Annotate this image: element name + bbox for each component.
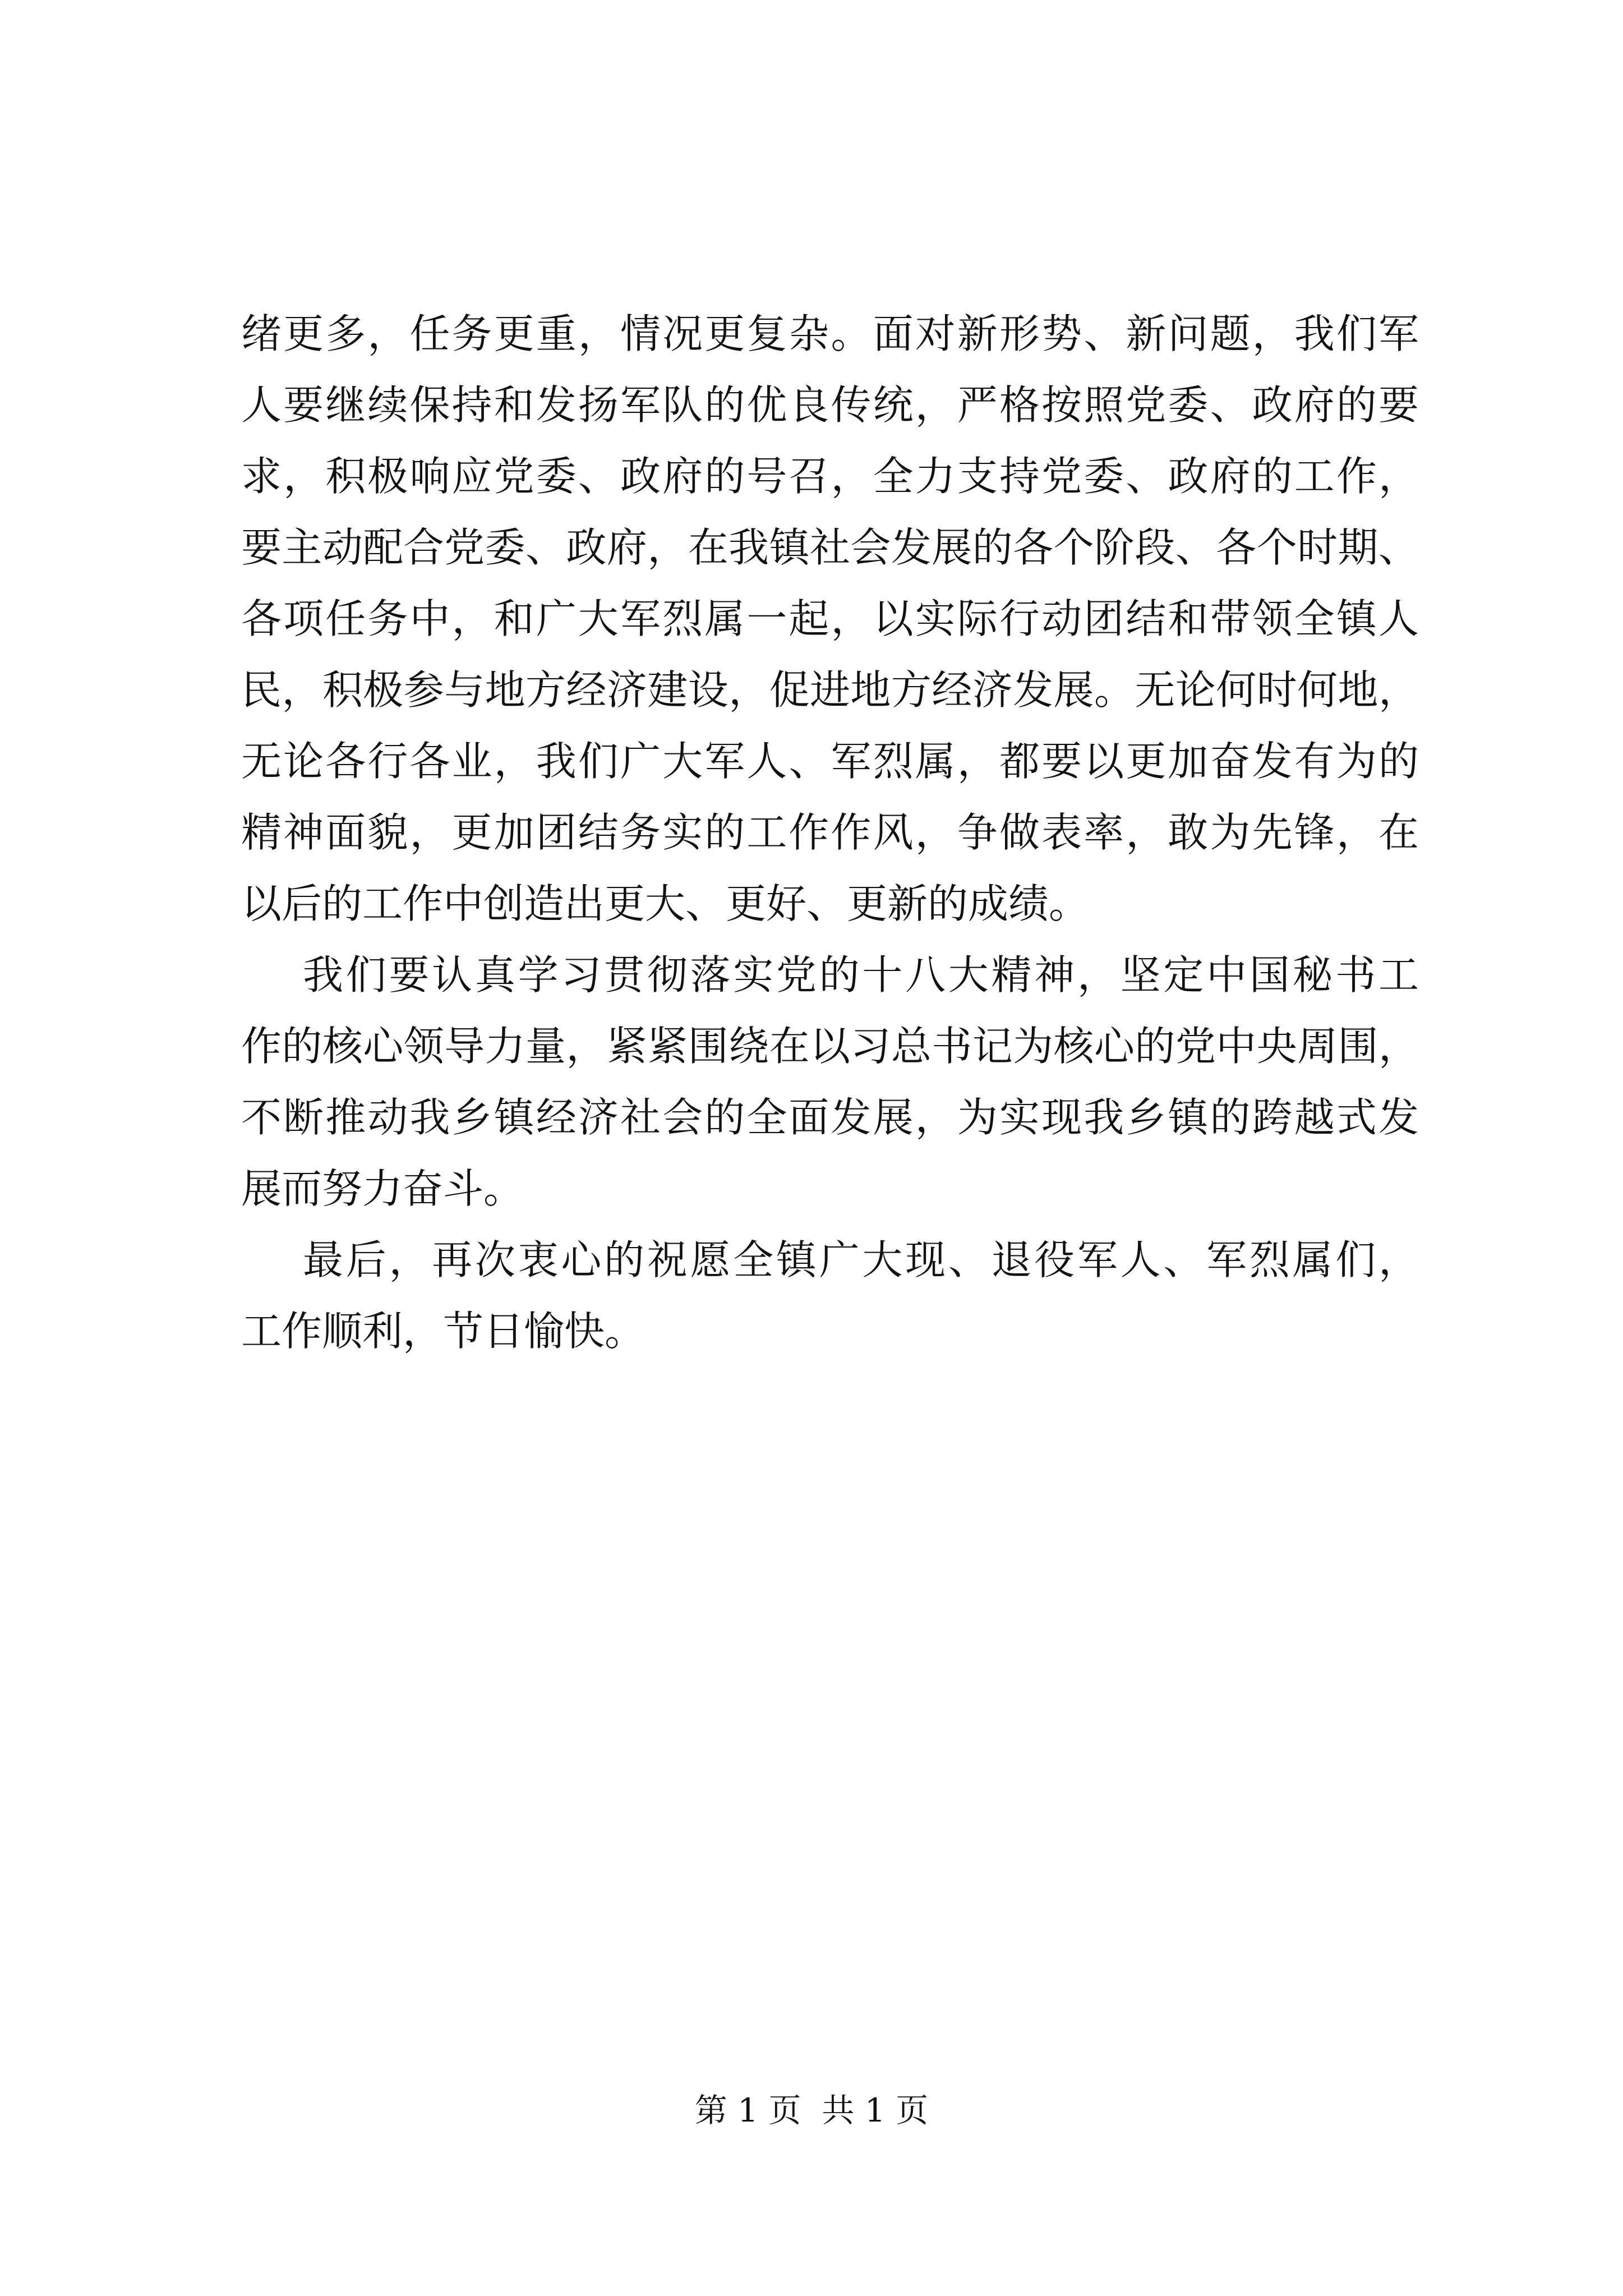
paragraph-3-line-2: 工作顺利，节日愉快。: [241, 1308, 645, 1355]
paragraph-1-line-6: 民，积极参与地方经济建设，促进地方经济发展。无论何时何地，: [241, 666, 1419, 714]
paragraph-1-line-8: 精神面貌，更加团结务实的工作作风，争做表率，敢为先锋，在: [241, 809, 1419, 856]
paragraph-2-line-4: 展而努力奋斗。: [241, 1165, 524, 1212]
paragraph-1-line-7: 无论各行各业，我们广大军人、军烈属，都要以更加奋发有为的: [241, 738, 1419, 785]
paragraph-2-line-3: 不断推动我乡镇经济社会的全面发展，为实现我乡镇的跨越式发: [241, 1094, 1419, 1141]
paragraph-1-line-5: 各项任务中，和广大军烈属一起，以实际行动团结和带领全镇人: [241, 595, 1419, 642]
paragraph-1-line-2: 人要继续保持和发扬军队的优良传统，严格按照党委、政府的要: [241, 381, 1419, 429]
paragraph-2-line-2: 作的核心领导力量，紧紧围绕在以习总书记为核心的党中央周围，: [241, 1023, 1419, 1070]
paragraph-1-line-1: 绪更多，任务更重，情况更复杂。面对新形势、新问题，我们军: [241, 310, 1419, 357]
page-number-footer: 第 1 页 共 1 页: [694, 2091, 929, 2129]
paragraph-3-line-1: 最后，再次衷心的祝愿全镇广大现、退役军人、军烈属们，: [303, 1236, 1419, 1283]
paragraph-1-line-9: 以后的工作中创造出更大、更好、更新的成绩。: [241, 880, 1090, 927]
paragraph-2-line-1: 我们要认真学习贯彻落实党的十八大精神，坚定中国秘书工: [303, 951, 1419, 999]
paragraph-1-line-4: 要主动配合党委、政府，在我镇社会发展的各个阶段、各个时期、: [241, 524, 1419, 571]
paragraph-1-line-3: 求，积极响应党委、政府的号召，全力支持党委、政府的工作，: [241, 453, 1419, 500]
